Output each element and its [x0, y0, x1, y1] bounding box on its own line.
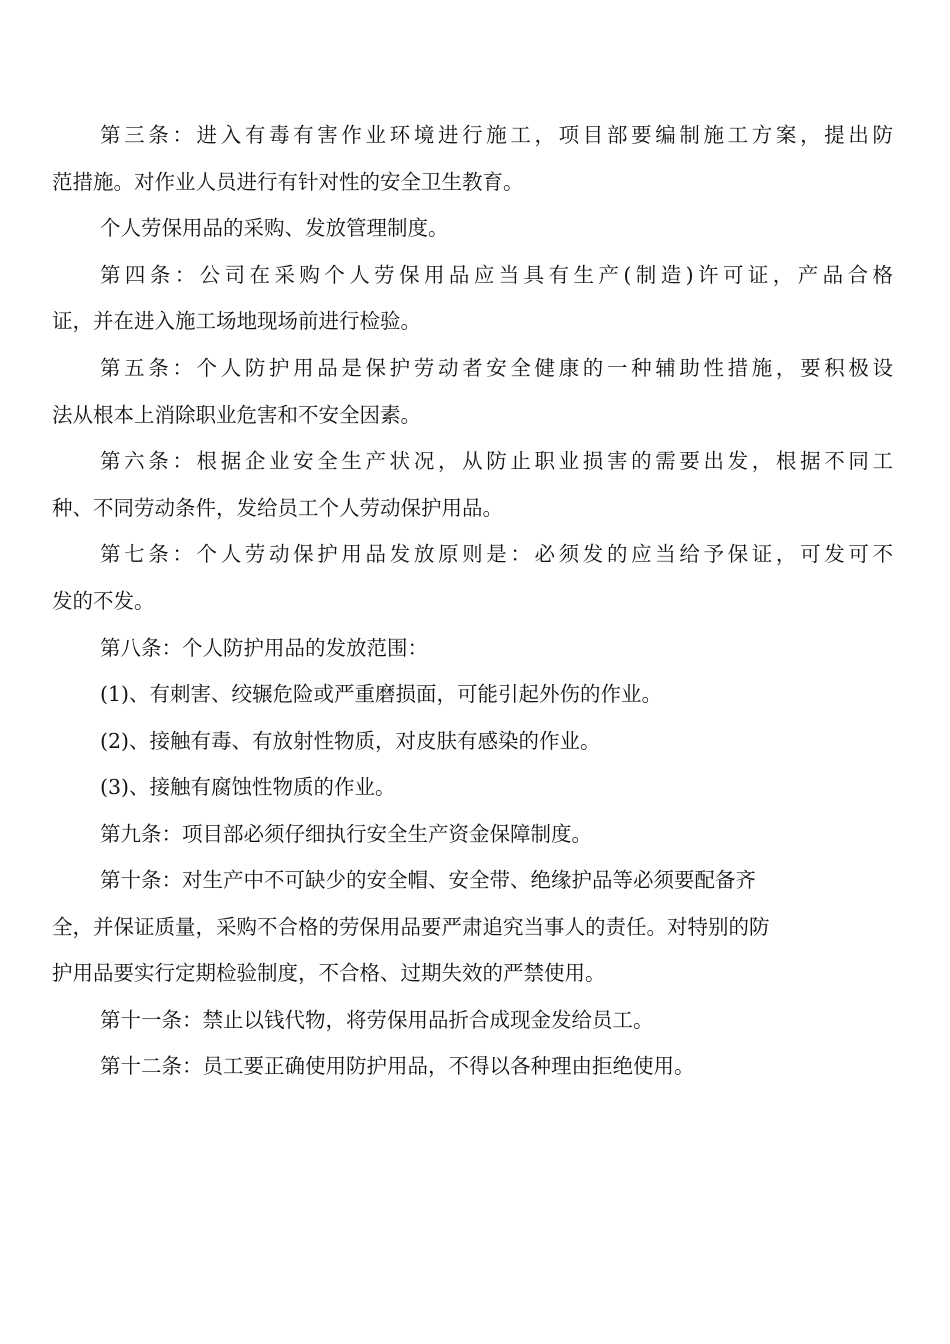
article-9-line-1: 第九条：项目部必须仔细执行安全生产资金保障制度。: [100, 822, 592, 846]
article-11-line-1: 第十一条：禁止以钱代物，将劳保用品折合成现金发给员工。: [100, 1008, 654, 1032]
article-10-line-1: 第十条：对生产中不可缺少的安全帽、安全带、绝缘护品等必须要配备齐: [100, 868, 756, 892]
article-8-item-1: (1)、有刺害、绞辗危险或严重磨损面，可能引起外伤的作业。: [100, 682, 663, 706]
article-10-line-2: 全，并保证质量，采购不合格的劳保用品要严肃追究当事人的责任。对特别的防: [52, 915, 770, 939]
section-heading: 个人劳保用品的采购、发放管理制度。: [100, 216, 449, 240]
article-5-line-2: 法从根本上消除职业危害和不安全因素。: [52, 403, 421, 427]
article-8-item-2: (2)、接触有毒、有放射性物质，对皮肤有感染的作业。: [100, 729, 601, 753]
article-4-line-1: 第四条：公司在采购个人劳保用品应当具有生产(制造)许可证，产品合格: [100, 263, 893, 287]
article-7-line-1: 第七条：个人劳动保护用品发放原则是：必须发的应当给予保证，可发可不: [100, 542, 893, 566]
article-7-line-2: 发的不发。: [52, 589, 155, 613]
article-4-line-2: 证，并在进入施工场地现场前进行检验。: [52, 309, 421, 333]
article-3-line-2: 范措施。对作业人员进行有针对性的安全卫生教育。: [52, 170, 524, 194]
article-12-line-1: 第十二条：员工要正确使用防护用品，不得以各种理由拒绝使用。: [100, 1054, 695, 1078]
article-8-item-3: (3)、接触有腐蚀性物质的作业。: [100, 775, 396, 799]
article-6-line-2: 种、不同劳动条件，发给员工个人劳动保护用品。: [52, 496, 503, 520]
article-6-line-1: 第六条：根据企业安全生产状况，从防止职业损害的需要出发，根据不同工: [100, 449, 893, 473]
article-3-line-1: 第三条：进入有毒有害作业环境进行施工，项目部要编制施工方案，提出防: [100, 123, 893, 147]
article-5-line-1: 第五条：个人防护用品是保护劳动者安全健康的一种辅助性措施，要积极设: [100, 356, 893, 380]
article-10-line-3: 护用品要实行定期检验制度，不合格、过期失效的严禁使用。: [52, 961, 606, 985]
article-8-line-1: 第八条：个人防护用品的发放范围：: [100, 636, 428, 660]
